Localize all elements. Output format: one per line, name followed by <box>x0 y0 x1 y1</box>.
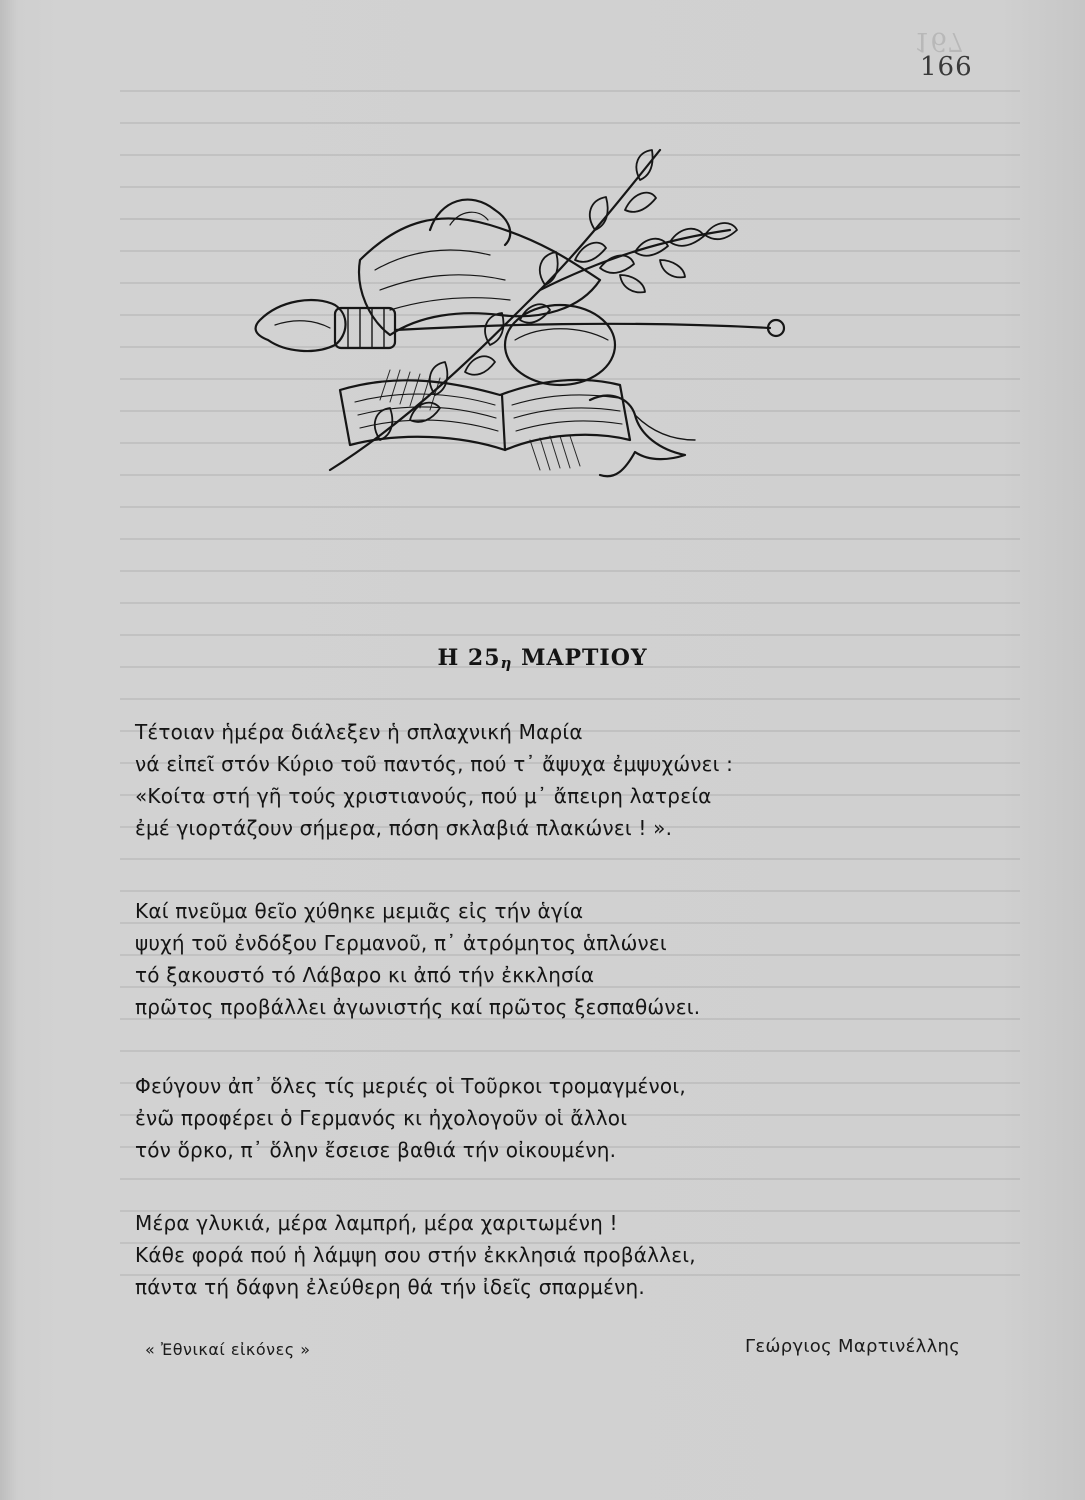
poem-line: πρῶτος προβάλλει ἀγωνιστής καί πρῶτος ξεσπαθώνει. <box>135 995 701 1019</box>
stanza-1 <box>135 716 1015 844</box>
title-rest: ΜΑΡΤΙΟΥ <box>512 645 648 671</box>
poem-line: Φεύγουν ἀπ᾽ ὅλες τίς μεριές οἱ Τοῦρκοι τρομαγμένοι, <box>135 1074 686 1098</box>
poem-line: ἐμέ γιορτάζουν σήμερα, πόση σκλαβιά πλακώνει ! ». <box>135 816 673 840</box>
illustration-laurel-flag-book <box>240 140 800 490</box>
poem-line: νά εἰπεῖ στόν Κύριο τοῦ παντός, πού τ᾽ ἄψυχα ἐμψυχώνει : <box>135 752 734 776</box>
author-name: Γεώργιος Μαρτινέλλης <box>745 1336 961 1357</box>
poem-line: πάντα τή δάφνη ἐλεύθερη θά τήν ἰδεῖς σπαρμένη. <box>135 1275 645 1299</box>
stanza-2 <box>135 895 1015 1023</box>
poem-line: τόν ὅρκο, π᾽ ὅλην ἔσεισε βαθιά τήν οἰκουμένη. <box>135 1138 617 1162</box>
source-citation: « Ἐθνικαί εἰκόνες » <box>145 1340 311 1359</box>
poem-line: Κάθε φορά πού ἡ λάμψη σου στήν ἐκκλησιά προβάλλει, <box>135 1243 696 1267</box>
poem-line: ἐνῶ προφέρει ὁ Γερμανός κι ἠχολογοῦν οἱ ἄλλοι <box>135 1106 628 1130</box>
poem-line: ψυχή τοῦ ἐνδόξου Γερμανοῦ, π᾽ ἀτρόμητος ἁπλώνει <box>135 931 667 955</box>
title-main: Η 25 <box>437 645 501 671</box>
poem-line: «Κοίτα στή γῆ τούς χριστιανούς, πού μ᾽ ἄπειρη λατρεία <box>135 784 712 808</box>
poem-line: Τέτοιαν ἡμέρα διάλεξεν ἡ σπλαχνική Μαρία <box>135 720 583 744</box>
poem-line: Καί πνεῦμα θεῖο χύθηκε μεμιᾶς εἰς τήν ἁγία <box>135 899 584 923</box>
poem-line: Μέρα γλυκιά, μέρα λαμπρή, μέρα χαριτωμένη ! <box>135 1211 618 1235</box>
poem-line: τό ξακουστό τό Λάβαρο κι ἀπό τήν ἐκκλησία <box>135 963 595 987</box>
page-number: 166 <box>920 52 973 82</box>
stanza-3 <box>135 1070 1015 1166</box>
ghost-page-number: 167 <box>914 26 964 56</box>
poem-title <box>0 645 1085 672</box>
flag-pole <box>395 324 770 330</box>
title-suffix: η <box>500 654 513 672</box>
stanza-4 <box>135 1207 1015 1303</box>
flag-left-end <box>256 300 346 351</box>
